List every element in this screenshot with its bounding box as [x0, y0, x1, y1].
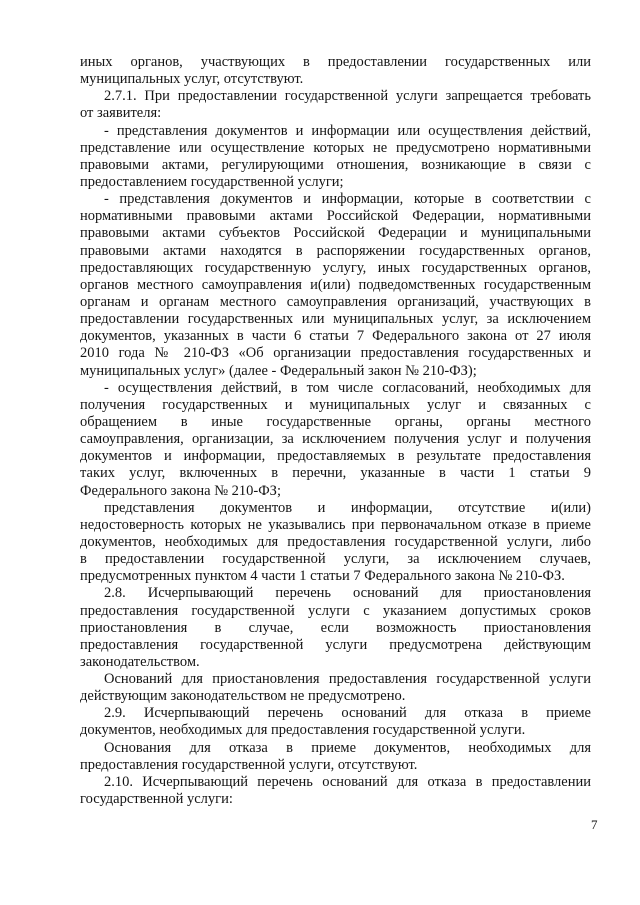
text-line: Федерального закона № 210-ФЗ; — [80, 482, 281, 499]
paragraph — [80, 705, 591, 739]
paragraph — [80, 500, 591, 586]
paragraph — [80, 740, 591, 774]
text-line: органов местного самоуправления и(или) подведомственных государственным — [80, 276, 591, 293]
text-line: 2.9. Исчерпывающий перечень оснований для отказа в приеме — [104, 705, 591, 722]
text-line: предоставляющих государственную услугу, иных государственных органов, — [80, 259, 591, 276]
paragraph — [80, 123, 591, 192]
text-line: правовыми актами находятся в распоряжении государственных органов, — [80, 242, 591, 259]
text-line: Оснований для приостановления предоставления государственной услуги — [104, 671, 591, 688]
text-line: правовыми актами субъектов Российской Федерации и муниципальными — [80, 225, 591, 242]
text-line: от заявителя: — [80, 105, 162, 122]
text-line: документов, необходимых для предоставления государственной услуги, либо — [80, 533, 591, 550]
text-line: приостановления в случае, если возможность приостановления — [80, 619, 591, 636]
text-line: законодательством. — [80, 653, 200, 670]
text-line: действующим законодательством не предусмотрено. — [80, 688, 406, 705]
text-line: - осуществления действий, в том числе согласований, необходимых для — [104, 379, 591, 396]
page-number: 7 — [591, 817, 598, 832]
text-line: иных органов, участвующих в предоставлении государственных или — [80, 54, 591, 70]
text-line: 2.10. Исчерпывающий перечень оснований для отказа в предоставлении — [104, 773, 591, 790]
body-text — [80, 54, 591, 808]
paragraph — [80, 380, 591, 500]
text-line: муниципальных услуг, отсутствуют. — [80, 71, 304, 88]
text-line: правовыми актами, регулирующими отношения, возникающие в связи с — [80, 156, 591, 173]
text-line: 2010 года № 210-ФЗ «Об организации предоставления государственных и — [80, 345, 591, 362]
text-line: предусмотренных пунктом 4 части 1 статьи 7 Федерального закона № 210-ФЗ. — [80, 568, 565, 585]
text-line: Основания для отказа в приеме документов, необходимых для — [104, 739, 591, 756]
text-line: муниципальных услуг» (далее - Федеральный закон № 210-ФЗ); — [80, 362, 477, 379]
text-line: - представления документов и информации или осуществления действий, — [104, 122, 591, 139]
text-line: недостоверность которых не указывались при первоначальном отказе в приеме — [80, 516, 591, 533]
text-line: документов, указанных в части 6 статьи 7 Федерального закона от 27 июля — [80, 328, 591, 345]
paragraph — [80, 671, 591, 705]
text-line: предоставлением государственной услуги; — [80, 173, 344, 190]
text-line: 2.8. Исчерпывающий перечень оснований для приостановления — [104, 585, 591, 602]
text-line: получения государственных и муниципальных услуг и связанных с — [80, 396, 591, 413]
text-line: документов, необходимых для предоставления государственной услуги. — [80, 722, 526, 739]
text-line: предоставления государственной услуги, отсутствуют. — [80, 756, 418, 773]
text-line: предоставления государственной услуги с указанием допустимых сроков — [80, 602, 591, 619]
text-line: самоуправления, организации, за исключением получения услуг и получения — [80, 431, 591, 448]
text-line: предоставления государственной услуги предусмотрена действующим — [80, 636, 591, 653]
text-line: 2.7.1. При предоставлении государственной услуги запрещается требовать — [104, 88, 591, 105]
text-line: представление или осуществление которых не предусмотрено нормативными — [80, 139, 591, 156]
text-line: государственной услуги: — [80, 791, 233, 808]
text-line: - представления документов и информации, которые в соответствии с — [104, 191, 591, 208]
paragraph — [80, 774, 591, 808]
text-line: нормативными правовыми актами Российской Федерации, нормативными — [80, 208, 591, 225]
text-line: в предоставлении государственной услуги, за исключением случаев, — [80, 551, 591, 568]
text-line: обращением в иные государственные органы, органы местного — [80, 413, 591, 430]
paragraph — [80, 88, 591, 122]
text-line: предоставлении государственных или муниципальных услуг, за исключением — [80, 311, 591, 328]
paragraph — [80, 191, 591, 380]
paragraph — [80, 585, 591, 671]
text-line: таких услуг, включенных в перечни, указанные в части 1 статьи 9 — [80, 465, 591, 482]
text-line: органам и органам местного самоуправления организаций, участвующих в — [80, 293, 591, 310]
text-line: документов и информации, предоставляемых в результате предоставления — [80, 448, 591, 465]
paragraph — [80, 54, 591, 88]
text-line: представления документов и информации, отсутствие и(или) — [104, 499, 591, 516]
